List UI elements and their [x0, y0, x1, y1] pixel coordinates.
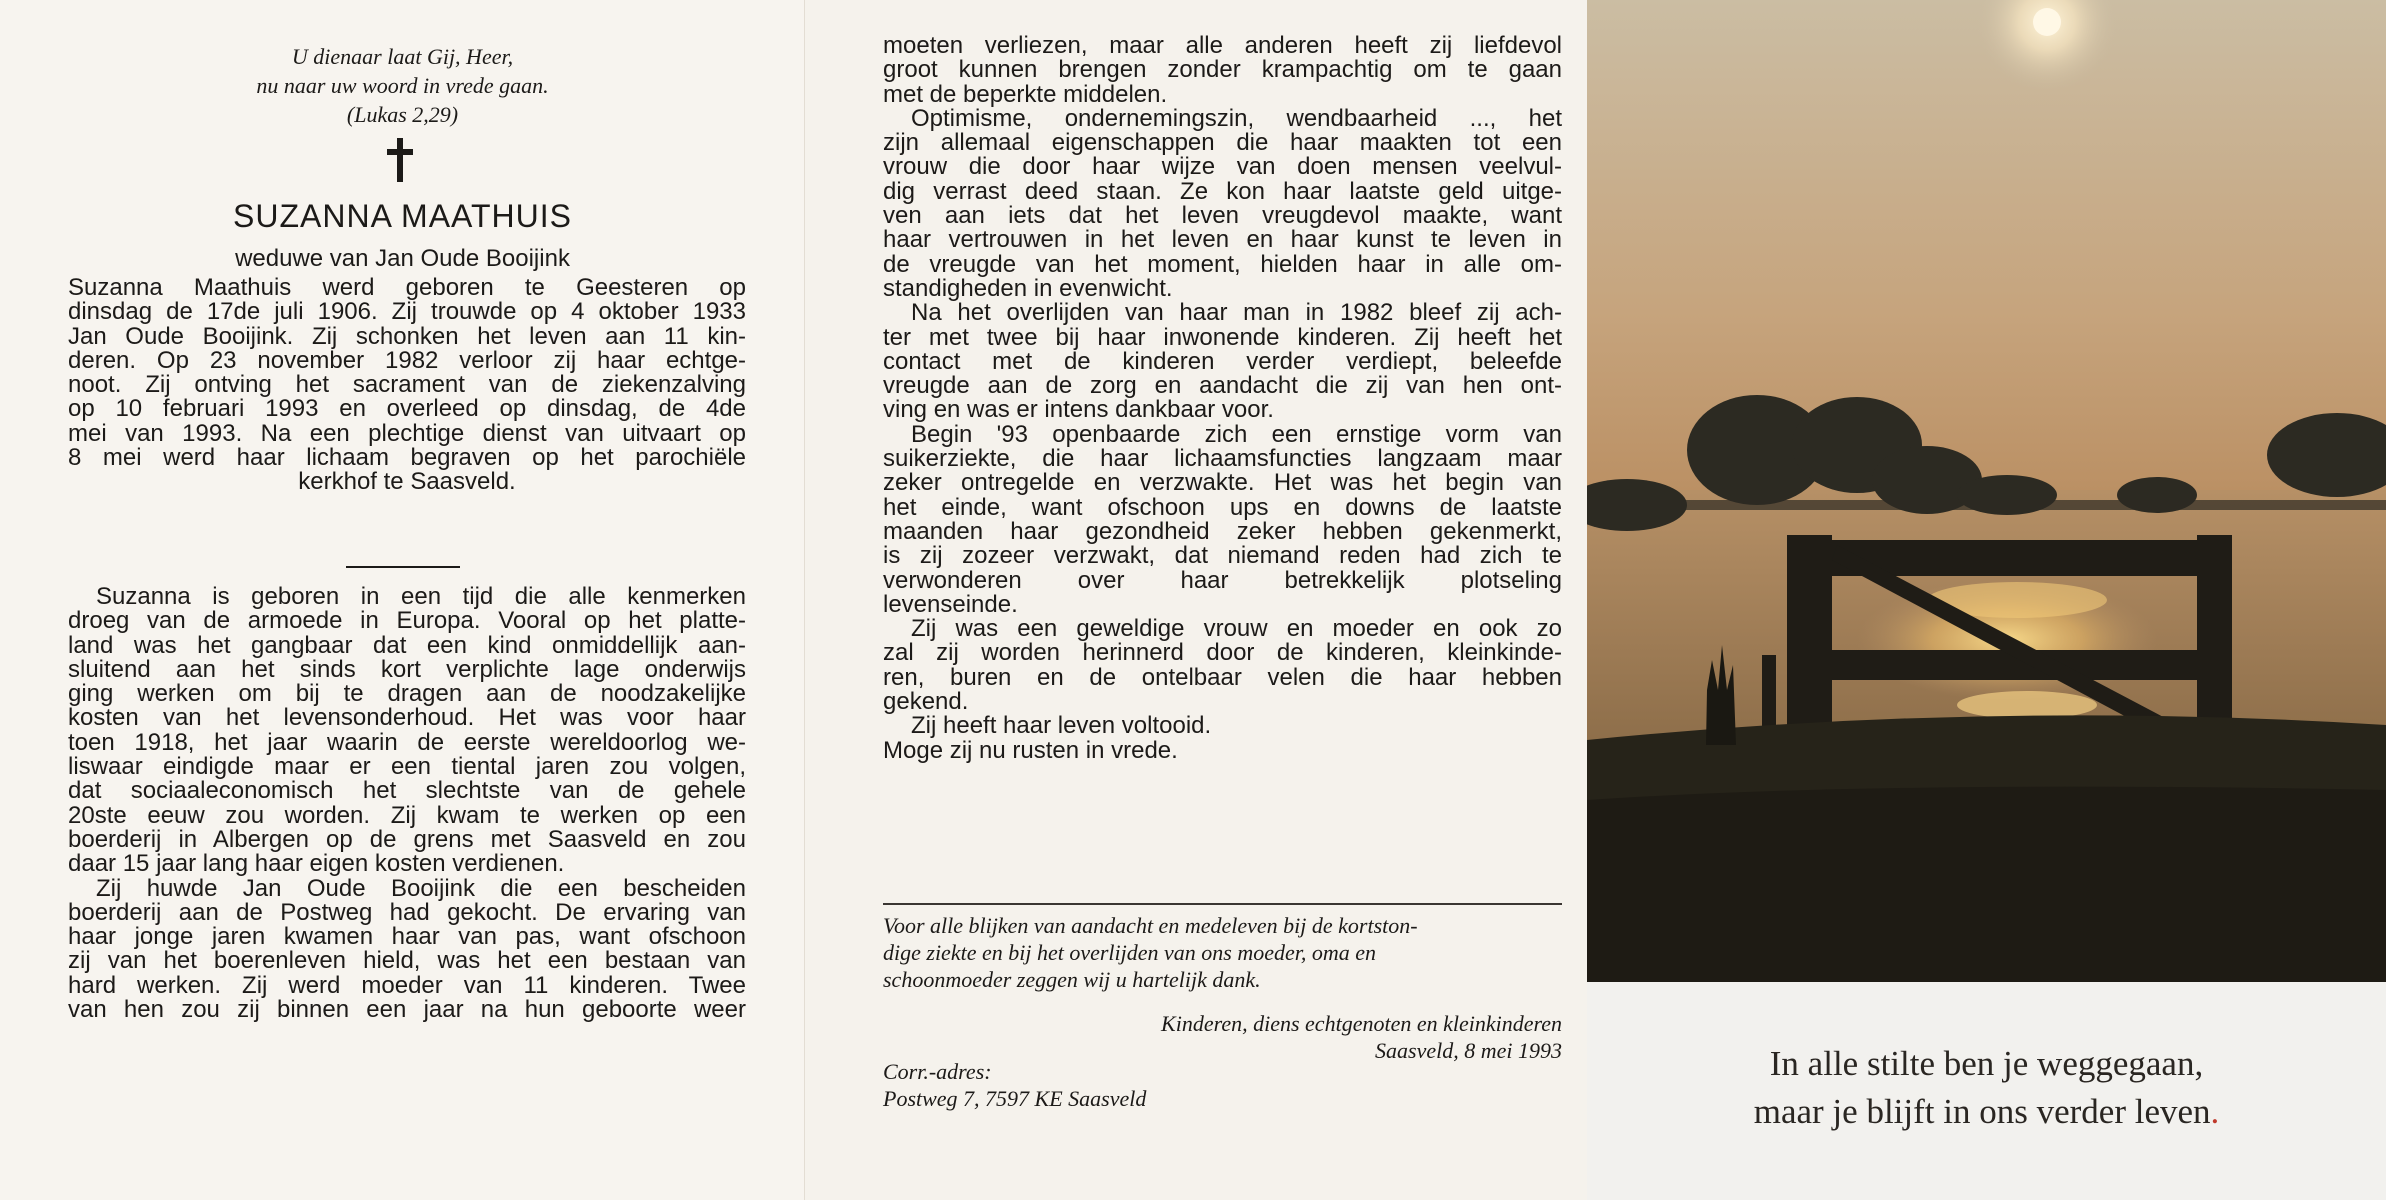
- text-line: suikerziekte, die haar lichaamsfuncties langzaam maar: [883, 445, 1562, 473]
- text-line: groot kunnen brengen zonder krampachtig om te gaan: [883, 56, 1562, 84]
- text-line: Begin '93 openbaarde zich een ernstige vorm van: [911, 420, 1562, 448]
- text-line: boerderij aan de Postweg had gekocht. De ervaring van: [68, 898, 746, 926]
- correspondence-address: [883, 1058, 1146, 1112]
- text-line: mei van 1993. Na een plechtige dienst van uitvaart op: [68, 419, 746, 447]
- text-line: contact met de kinderen verder verdiept, beleefde: [883, 347, 1562, 375]
- text-line: droeg van de armoede in Europa. Vooral op het platte-: [68, 607, 746, 635]
- text-line: zal zij worden herinnerd door de kinderen, kleinkinde-: [883, 639, 1562, 667]
- text-line: standigheden in evenwicht.: [883, 274, 1173, 302]
- signature: [883, 1010, 1562, 1064]
- text-line: Na het overlijden van haar man in 1982 bleef zij ach-: [911, 299, 1562, 327]
- text-line: zij van het boerenleven hield, was het een bestaan van: [68, 947, 746, 975]
- text-line: ter met twee bij haar inwonende kinderen. Zij heeft het: [883, 323, 1562, 351]
- text-line: Optimisme, ondernemingszin, wendbaarheid ..., het: [911, 104, 1562, 132]
- text-line: Suzanna is geboren in een tijd die alle kenmerken: [96, 583, 746, 610]
- divider: [346, 566, 460, 568]
- text-line: dig verrast deed staan. Ze kon haar laatste geld uitge-: [883, 177, 1562, 205]
- poem: [1587, 1040, 2386, 1136]
- text-line: Zij heeft haar leven voltooid.: [911, 712, 1212, 740]
- divider: [883, 903, 1562, 905]
- landscape-photo: [1587, 0, 2386, 982]
- text-line: dige ziekte en bij het overlijden van ons moeder, oma en: [883, 940, 1377, 965]
- text-line: ren, buren en de ontelbaar velen die haar hebben: [883, 663, 1562, 691]
- signature-date: Saasveld, 8 mei 1993: [1375, 1038, 1562, 1063]
- poem-line: maar je blijft in ons verder leven: [1753, 1092, 2211, 1131]
- bio-continued: [883, 34, 1562, 763]
- text-line: de vreugde van het moment, hielden haar in alle om-: [883, 250, 1562, 278]
- text-line: vreugde aan de zorg en aandacht die zij van hen ont-: [883, 372, 1562, 400]
- text-line: noot. Zij ontving het sacrament van de ziekenzalving: [68, 371, 746, 399]
- text-line: kerkhof te Saasveld.: [298, 468, 516, 496]
- text-line: zeker ontregelde en verzwakte. Het was het begin van: [883, 469, 1562, 497]
- text-line: Moge zij nu rusten in vrede.: [883, 736, 1178, 764]
- deceased-name: SUZANNA MAATHUIS: [233, 198, 572, 234]
- text-line: kosten van het levensonderhoud. Het was voor haar: [68, 704, 746, 732]
- text-line: toen 1918, het jaar waarin de eerste wereldoorlog we-: [68, 728, 746, 756]
- text-line: 20ste eeuw zou worden. Zij kwam te werken op een: [68, 801, 746, 829]
- text-line: dat sociaaleconomisch het slechtste van de gehele: [68, 777, 746, 805]
- thanks-note: [883, 912, 1562, 993]
- text-line: met de beperkte middelen.: [883, 80, 1168, 108]
- text-line: ving en was er intens dankbaar voor.: [883, 396, 1274, 424]
- text-line: dinsdag de 17de juli 1906. Zij trouwde op 4 oktober 1933: [68, 298, 746, 326]
- text-line: zijn allemaal eigenschappen die haar maakten tot een: [883, 129, 1562, 157]
- cross-icon: [385, 138, 415, 182]
- signature-line: Kinderen, diens echtgenoten en kleinkinderen: [1161, 1011, 1562, 1036]
- text-line: sluitend aan het sinds kort verplichte lage onderwijs: [68, 655, 746, 683]
- text-line: Suzanna Maathuis werd geboren te Geesteren op: [68, 274, 746, 301]
- text-line: deren. Op 23 november 1982 verloor zij haar echtge-: [68, 346, 746, 374]
- text-line: moeten verliezen, maar alle anderen heeft zij liefdevol: [883, 32, 1562, 59]
- poem-line: In alle stilte ben je weggegaan,: [1769, 1044, 2204, 1083]
- text-line: maanden haar gezondheid zeker hebben gekenmerkt,: [883, 517, 1562, 545]
- text-line: ven aan iets dat het leven vreugdevol maakte, want: [883, 202, 1562, 230]
- bio-intro: [68, 276, 746, 495]
- text-line: hard werken. Zij werd moeder van 11 kinderen. Twee: [68, 971, 746, 999]
- text-line: van hen zou zij binnen een jaar na hun geboorte weer: [68, 996, 746, 1024]
- poem-mark: .: [2210, 1092, 2220, 1131]
- text-line: haar vertrouwen in het leven en haar kunst te leven in: [883, 226, 1562, 254]
- text-line: Voor alle blijken van aandacht en medeleven bij de kortston-: [883, 913, 1418, 938]
- text-line: liswaar eindigde maar er een tiental jaren zou volgen,: [68, 753, 746, 781]
- text-line: schoonmoeder zeggen wij u hartelijk dank.: [883, 967, 1261, 992]
- text-line: Zij was een geweldige vrouw en moeder en ook zo: [911, 615, 1562, 643]
- text-line: boerderij in Albergen op de grens met Saasveld en zou: [68, 825, 746, 853]
- text-line: gekend.: [883, 688, 969, 716]
- left-panel: [0, 0, 805, 1200]
- text-line: is zij zozeer verzwakt, dat niemand reden had zich te: [883, 542, 1562, 570]
- text-line: daar 15 jaar lang haar eigen kosten verdienen.: [68, 850, 565, 878]
- verse-reference: (Lukas 2,29): [346, 102, 459, 127]
- text-line: haar jonge jaren kwamen haar van pas, want ofschoon: [68, 923, 746, 951]
- address-value: Postweg 7, 7597 KE Saasveld: [883, 1086, 1147, 1111]
- text-line: levenseinde.: [883, 590, 1018, 618]
- text-line: Zij huwde Jan Oude Booijink die een bescheiden: [96, 874, 746, 902]
- poem-line-wrap: [1587, 1088, 2386, 1136]
- text-line: 8 mei werd haar lichaam begraven op het parochiële: [68, 444, 746, 472]
- text-line: land was het gangbaar dat een kind onmiddellijk aan-: [68, 631, 746, 659]
- text-line: op 10 februari 1993 en overleed op dinsdag, de 4de: [68, 395, 746, 423]
- bible-verse: [0, 42, 805, 129]
- text-line: Jan Oude Booijink. Zij schonken het leven aan 11 kin-: [68, 322, 746, 350]
- verse-line: nu naar uw woord in vrede gaan.: [256, 73, 549, 98]
- text-line: ging werken om bij te dragen aan de noodzakelijke: [68, 680, 746, 708]
- deceased-subtitle: weduwe van Jan Oude Booijink: [235, 245, 570, 272]
- verse-line: U dienaar laat Gij, Heer,: [291, 44, 514, 69]
- bio-story: [68, 585, 746, 1022]
- text-line: vrouw die door haar wijze van doen mensen veelvul-: [883, 153, 1562, 181]
- text-line: het einde, want ofschoon ups en downs de laatste: [883, 493, 1562, 521]
- text-line: verwonderen over haar betrekkelijk plotseling: [883, 566, 1562, 594]
- address-label: Corr.-adres:: [883, 1059, 992, 1084]
